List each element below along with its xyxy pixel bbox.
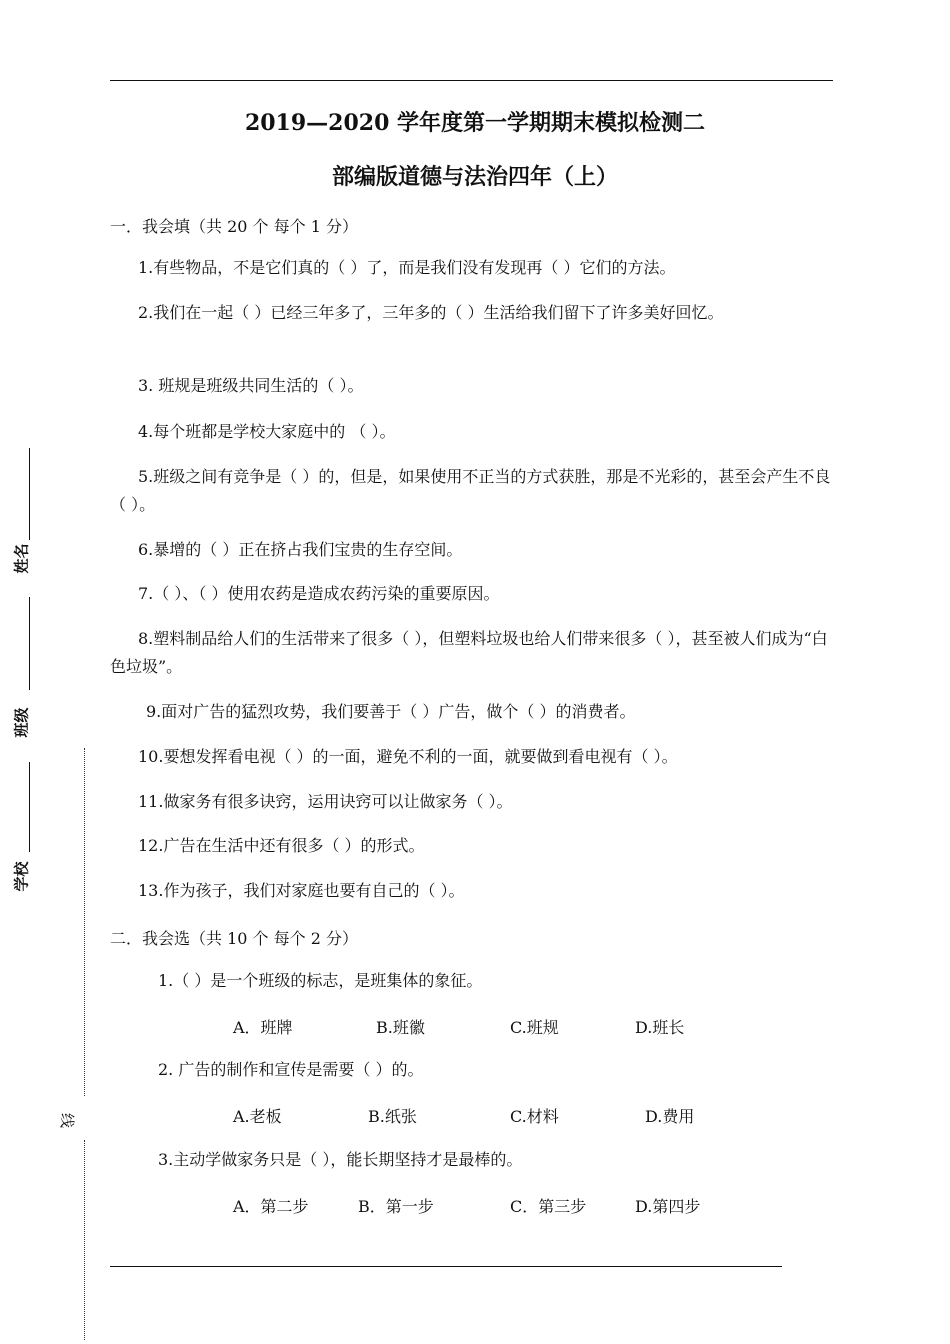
choice-option: B．第一步 (358, 1197, 434, 1216)
name-underline (29, 448, 30, 540)
fill-question: 12.广告在生活中还有很多（ ）的形式。 (138, 836, 425, 855)
choice-option: D.班长 (635, 1018, 685, 1037)
binding-dotted-line-upper (84, 748, 85, 1096)
choice-option: B.班徽 (376, 1018, 425, 1037)
fill-question: 2.我们在一起（ ）已经三年多了，三年多的（ ）生活给我们留下了许多美好回忆。 (138, 303, 724, 322)
fill-question: 3. 班规是班级共同生活的（ ）。 (138, 376, 364, 395)
choice-option: A．第二步 (233, 1197, 309, 1216)
choice-option: C.材料 (510, 1107, 559, 1126)
fill-question: 6.暴增的（ ）正在挤占我们宝贵的生存空间。 (138, 540, 463, 559)
choice-option: D.第四步 (635, 1197, 701, 1216)
name-label: 姓名 (12, 543, 31, 574)
school-underline (29, 762, 30, 852)
page-title: 2019—2020 学年度第一学期期末模拟检测二 (244, 110, 706, 136)
choice-question-stem: 3.主动学做家务只是（ ），能长期坚持才是最棒的。 (158, 1150, 523, 1169)
choice-question-stem: 2. 广告的制作和宣传是需要（ ）的。 (158, 1060, 424, 1079)
choice-option: C．第三步 (510, 1197, 587, 1216)
class-label: 班级 (12, 707, 31, 738)
fill-question: 13.作为孩子，我们对家庭也要有自己的（ ）。 (138, 881, 465, 900)
choice-option: A．班牌 (233, 1018, 293, 1037)
fill-question: 10.要想发挥看电视（ ）的一面，避免不利的一面，就要做到看电视有（ ）。 (138, 747, 678, 766)
fill-question: 11.做家务有很多诀窍，运用诀窍可以让做家务（ ）。 (138, 792, 513, 811)
choice-question-stem: 1.（ ）是一个班级的标志，是班集体的象征。 (158, 971, 483, 990)
fill-question: 4.每个班都是学校大家庭中的 （ ）。 (138, 422, 396, 441)
choice-option: B.纸张 (368, 1107, 417, 1126)
fill-question: 9.面对广告的猛烈攻势，我们要善于（ ）广告，做个（ ）的消费者。 (146, 702, 636, 721)
fill-question: 7.（ ）、（ ）使用农药是造成农药污染的重要原因。 (138, 584, 500, 603)
choice-option: D.费用 (645, 1107, 695, 1126)
choice-option: A.老板 (233, 1107, 282, 1126)
section1-heading: 一．我会填（共 20 个 每个 1 分） (110, 217, 358, 236)
bottom-rule (110, 1266, 782, 1267)
page-subtitle: 部编版道德与法治四年（上） (331, 164, 618, 190)
school-label: 学校 (12, 861, 31, 892)
fill-question: 1.有些物品，不是它们真的（ ）了，而是我们没有发现再（ ）它们的方法。 (138, 258, 676, 277)
choice-option: C.班规 (510, 1018, 559, 1037)
section2-heading: 二．我会选（共 10 个 每个 2 分） (110, 929, 358, 948)
top-rule (110, 80, 833, 81)
binding-line-char: 线 (58, 1112, 77, 1129)
fill-question: 5.班级之间有竞争是（ ）的，但是，如果使用不正当的方式获胜，那是不光彩的，甚至会产生不良（ ）。 (110, 467, 831, 514)
fill-question: 8.塑料制品给人们的生活带来了很多（ ），但塑料垃圾也给人们带来很多（ ），甚至被人们成为“白色垃圾”。 (110, 629, 828, 676)
class-underline (29, 597, 30, 690)
binding-dotted-line-lower (84, 1140, 85, 1340)
